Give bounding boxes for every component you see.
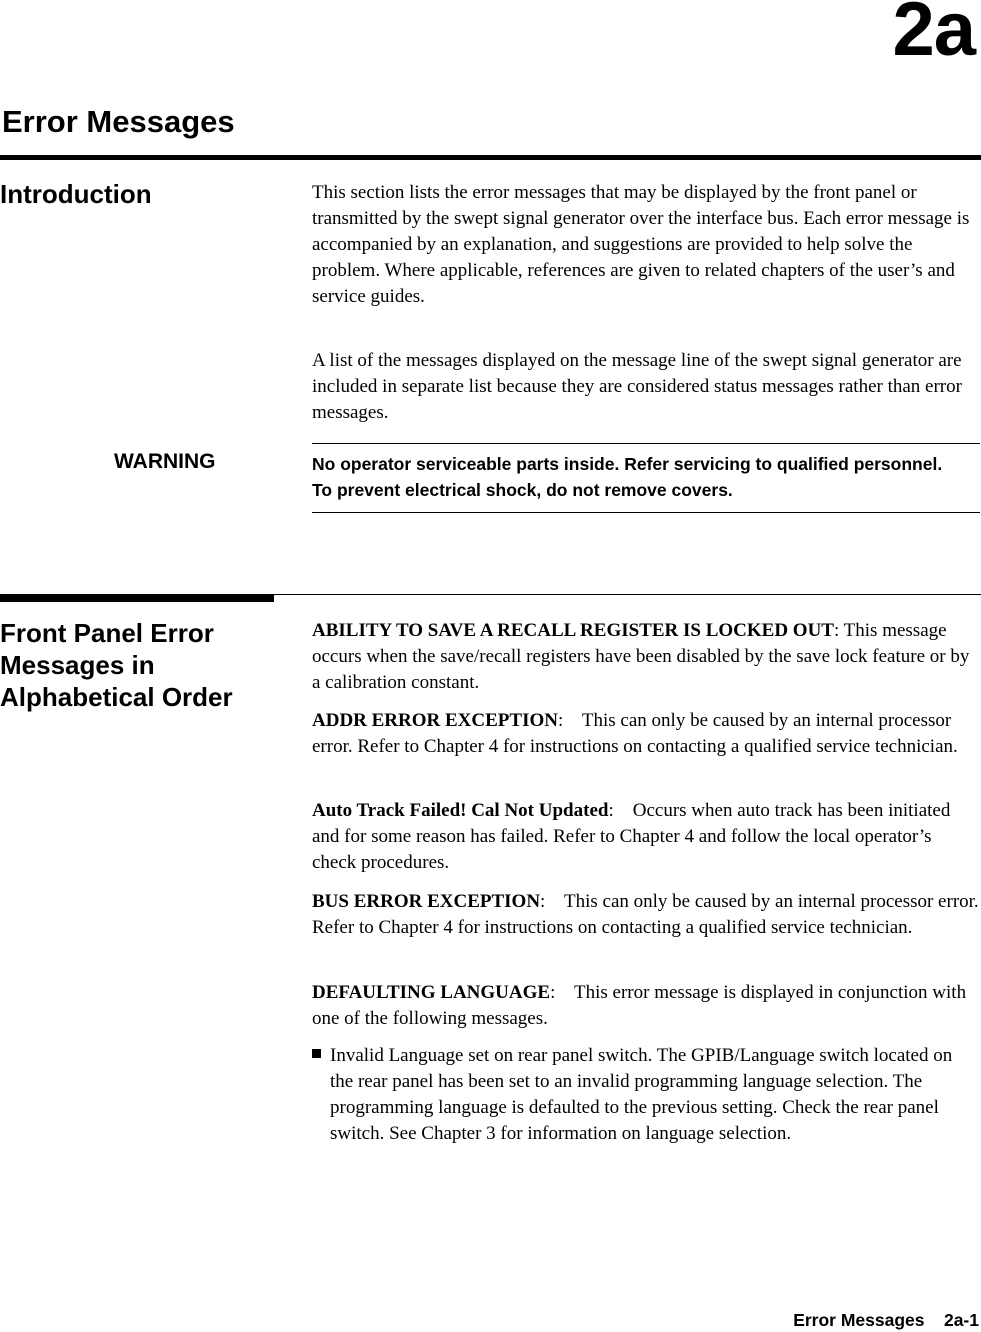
error-message-key: DEFAULTING LANGUAGE [312,982,551,1003]
front-panel-heading [0,617,233,713]
error-message-key: ABILITY TO SAVE A RECALL REGISTER IS LOCKED OUT [312,620,834,641]
error-message-entry: BUS ERROR EXCEPTION: This can only be caused by an internal processor error. Refer to Chapter 4 for instructions on contacting a qualified service technician. [312,891,979,938]
error-message-entry: ADDR ERROR EXCEPTION: This can only be caused by an internal processor error. Refer to Chapter 4 for instructions on contacting a qualified service technician. [312,710,958,757]
footer-section: Error Messages [793,1310,925,1330]
bullet-text: Invalid Language set on rear panel switch. The GPIB/Language switch located on the rear panel has been set to an invalid programming language selection. The programming language is defaulted to the previous setting. Check the rear panel switch. See Chapter 3 for information on language selection. [330,1045,953,1144]
error-message-text: Occurs when auto track has been initiated and for some reason has failed. Refer to Chapter 4 and follow the local operator’s check procedures. [312,800,951,873]
error-message-text: This can only be caused by an internal processor error. Refer to Chapter 4 for instructions on contacting a qualified service technician. [312,710,958,757]
paragraph-text: This section lists the error messages that may be displayed by the front panel or transmitted by the swept signal generator over the interface bus. Each error message is accompanied by an explanation, and suggestions are provided to help solve the problem. Where applicable, references are given to related chapters of the user’s and service guides. [312,182,970,307]
heading-line: Messages in [0,650,155,680]
page-footer [793,1310,979,1331]
error-message-text: This error message is displayed in conjunction with one of the following messages. [312,982,967,1029]
heading-line: Front Panel Error [0,618,214,648]
error-message-entry: DEFAULTING LANGUAGE: This error message is displayed in conjunction with one of the following messages. [312,982,967,1029]
title-divider [0,155,981,160]
warning-text: No operator serviceable parts inside. Refer servicing to qualified personnel. To prevent electrical shock, do not remove covers. [312,454,943,500]
footer-page-number: 2a-1 [943,1310,979,1330]
introduction-paragraph [312,348,980,426]
page-title: Error Messages [2,104,235,139]
section-divider-thick [0,594,274,602]
warning-top-rule [312,443,980,444]
error-message-key: Auto Track Failed! Cal Not Updated [312,800,609,821]
section-divider-thin [274,594,981,595]
warning-label: WARNING [114,450,216,473]
introduction-paragraph [312,180,980,310]
error-message-text: This message occurs when the save/recall registers have been disabled by the save lock feature or by a calibration constant. [312,620,970,693]
warning-bottom-rule [312,512,980,513]
error-message-key: ADDR ERROR EXCEPTION [312,710,558,731]
error-message-entry: Auto Track Failed! Cal Not Updated: Occurs when auto track has been initiated and for some reason has failed. Refer to Chapter 4 and follow the local operator’s check procedures. [312,800,951,873]
introduction-heading: Introduction [0,179,152,209]
heading-line: Alphabetical Order [0,682,233,712]
error-message-key: BUS ERROR EXCEPTION [312,891,541,912]
chapter-number: 2a [892,0,975,72]
error-message-entry: ABILITY TO SAVE A RECALL REGISTER IS LOCKED OUT: This message occurs when the save/recall registers have been disabled by the save lock feature or by a calibration constant. [312,620,970,693]
error-message-text: This can only be caused by an internal processor error. Refer to Chapter 4 for instructions on contacting a qualified service technician. [312,891,979,938]
paragraph-text: A list of the messages displayed on the message line of the swept signal generator are included in separate list because they are considered status messages rather than error messages. [312,350,962,423]
bullet-square-icon [312,1049,321,1058]
